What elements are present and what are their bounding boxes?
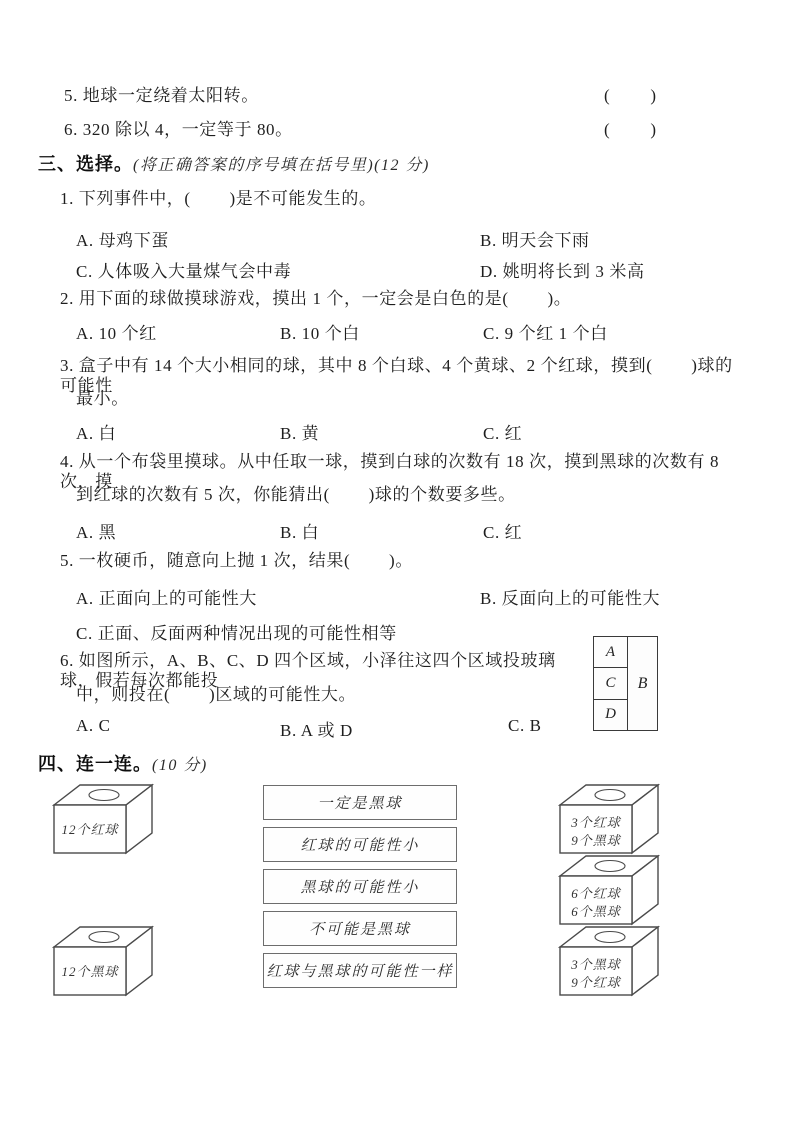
bracket-close: ) (650, 86, 656, 105)
bracket-close: ) (650, 120, 656, 139)
statement-red-unlikely: 红球的可能性小 (263, 827, 457, 862)
bracket-open: ( (604, 86, 610, 105)
box-hole (89, 932, 119, 943)
q2-option-b: B. 10 个白 (280, 324, 360, 343)
box-hole (595, 932, 625, 943)
answer-bracket-6 (604, 120, 656, 140)
box-12-red-balls (52, 781, 172, 857)
section4-note: (10 分) (152, 757, 208, 774)
answer-bracket-5 (604, 86, 656, 106)
q1-option-c: C. 人体吸入大量煤气会中毒 (76, 262, 292, 281)
section3-header (38, 150, 430, 176)
section3-note: (将正确答案的序号填在括号里)(12 分) (133, 157, 430, 174)
box-label-line2: 9个黑球 (571, 833, 621, 848)
q3-option-a: A. 白 (76, 424, 117, 443)
box-label-line1: 6个红球 (571, 886, 621, 901)
q6-diagram-cell-b: B (637, 674, 648, 692)
q4-stem-line1: 4. 从一个布袋里摸球。从中任取一球，摸到白球的次数有 18 次，摸到黑球的次数有 8 次，摸 (60, 452, 724, 492)
q6-option-c: C. B (508, 716, 542, 735)
q3-stem-line1: 3. 盒子中有 14 个大小相同的球，其中 8 个白球、4 个黄球、2 个红球，摸到( )球的可能性 (60, 356, 733, 396)
q6-stem-line1: 6. 如图所示，A、B、C、D 四个区域，小泽往这四个区域投玻璃球，假若每次都能投 (60, 651, 556, 691)
q4-option-a: A. 黑 (76, 523, 117, 542)
box-label-line2: 9个红球 (571, 975, 621, 990)
section3-title: 三、选择。 (38, 154, 133, 174)
q3-option-b: B. 黄 (280, 424, 320, 443)
q6-diagram-cell-d: D (594, 699, 627, 730)
q1-option-b: B. 明天会下雨 (480, 231, 590, 250)
q5-option-c: C. 正面、反面两种情况出现的可能性相等 (76, 624, 397, 643)
box-hole (595, 790, 625, 801)
box-3-red-9-black (558, 781, 678, 857)
box-hole (595, 861, 625, 872)
q4-option-c: C. 红 (483, 523, 523, 542)
q2-option-a: A. 10 个红 (76, 324, 157, 343)
judge-item-6: 6. 320 除以 4，一定等于 80。 (64, 120, 293, 139)
q6-diagram-cell-a: A (605, 643, 616, 660)
q6-option-b: B. A 或 D (280, 721, 353, 740)
box-6-red-6-black (558, 852, 678, 928)
q5-option-b: B. 反面向上的可能性大 (480, 589, 661, 608)
box-label-line2: 6个黑球 (571, 904, 621, 919)
q1-stem: 1. 下列事件中，( )是不可能发生的。 (60, 189, 377, 208)
bracket-open: ( (604, 120, 610, 139)
box-3-black-9-red (558, 923, 678, 999)
box-12-black-balls (52, 923, 172, 999)
judge-item-5: 5. 地球一定绕着太阳转。 (64, 86, 259, 105)
q6-diagram-left-column (594, 637, 628, 730)
q2-option-c: C. 9 个红 1 个白 (483, 324, 608, 343)
box-hole (89, 790, 119, 801)
q6-diagram-cell-c: C (594, 667, 627, 698)
q2-stem: 2. 用下面的球做摸球游戏，摸出 1 个，一定会是白色的是( )。 (60, 289, 572, 308)
statement-equal-likelihood: 红球与黑球的可能性一样 (263, 953, 457, 988)
q6-region-diagram (593, 636, 658, 731)
q6-stem-line2: 中，则投在( )区域的可能性大。 (76, 685, 357, 704)
q4-stem-line2: 到红球的次数有 5 次，你能猜出( )球的个数要多些。 (76, 485, 516, 504)
box-label: 12个黑球 (61, 964, 119, 979)
box-label: 12个红球 (61, 822, 119, 837)
statement-certain-black: 一定是黑球 (263, 785, 457, 820)
q1-option-a: A. 母鸡下蛋 (76, 231, 169, 250)
section4-title: 四、连一连。 (38, 754, 152, 774)
section4-header (38, 750, 208, 776)
box-label-line1: 3个黑球 (571, 957, 621, 972)
statement-impossible-black: 不可能是黑球 (263, 911, 457, 946)
q6-option-a: A. C (76, 716, 111, 735)
q1-option-d: D. 姚明将长到 3 米高 (480, 262, 645, 281)
q3-stem-line2: 最小。 (76, 389, 129, 408)
statement-black-unlikely: 黑球的可能性小 (263, 869, 457, 904)
q5-stem: 5. 一枚硬币，随意向上抛 1 次，结果( )。 (60, 551, 413, 570)
q4-option-b: B. 白 (280, 523, 320, 542)
q5-option-a: A. 正面向上的可能性大 (76, 589, 257, 608)
q3-option-c: C. 红 (483, 424, 523, 443)
box-label-line1: 3个红球 (571, 815, 621, 830)
